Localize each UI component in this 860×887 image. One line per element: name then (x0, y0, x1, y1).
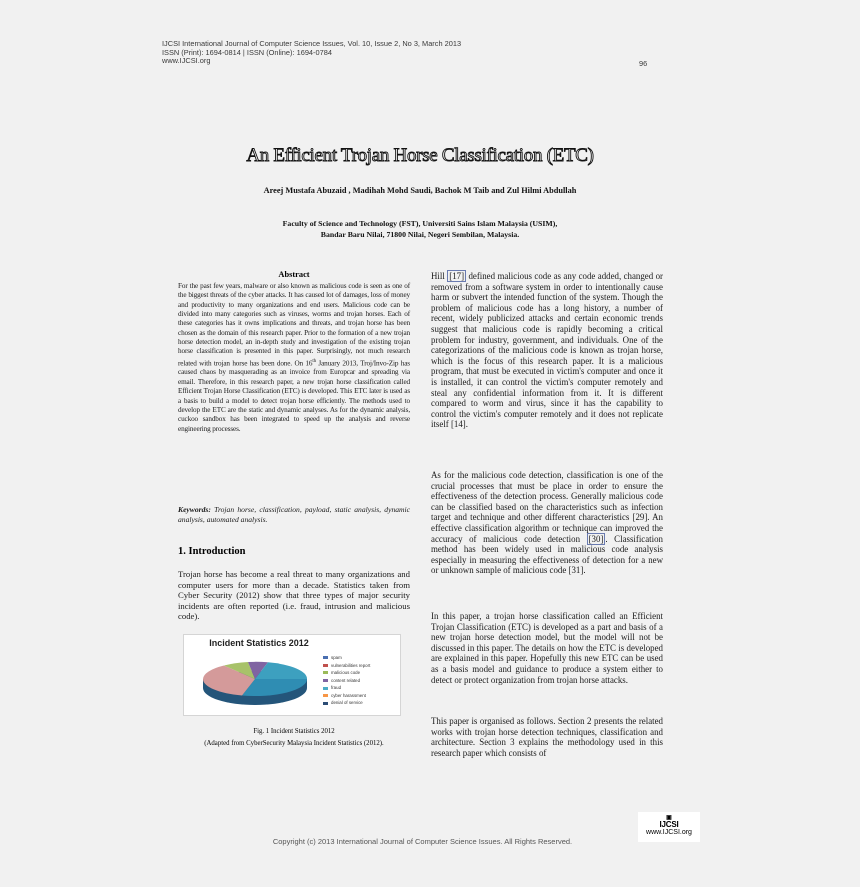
figure-title: Incident Statistics 2012 (209, 638, 309, 648)
legend-item: malicious code (323, 669, 370, 677)
legend-item: spam (323, 654, 370, 662)
logo-icon: ▣ (666, 815, 672, 821)
citation-link-30[interactable]: [30] (588, 533, 604, 544)
logo-name: IJCSI (659, 820, 679, 829)
keywords (178, 505, 410, 524)
abstract-text-2: January 2013, Troj/Invo-Zip has caused chaos by masquerading as an invoice from Europcar and spreading via email. Therefore, in this research paper, a new trojan horse classification called Efficient Trojan Horse Classification (ETC) is developed. This ETC later is used as a basis to build a model to detect trojan horse efficiently. The methods used to develop the ETC are the static and dynamic analyses. As for the dynamic analysis, cuckoo sandbox has been integrated to speed up the analysis and reverse engineering processes. (178, 359, 410, 433)
journal-header (162, 40, 461, 66)
incident-statistics-figure (183, 634, 401, 716)
section-heading-introduction: 1. Introduction (178, 546, 246, 557)
figure-source: (Adapted from CyberSecurity Malaysia Incident Statistics (2012). (204, 740, 384, 747)
keywords-text: Trojan horse, classification, payload, static analysis, dynamic analysis, automated analysis. (178, 505, 410, 524)
figure-legend (323, 654, 370, 707)
abstract-text-1: For the past few years, malware or also known as malicious code is seen as one of the biggest threats of the cyber attacks. It has caused lot of damages, loss of money and productivity to many organizations and end users. Malicious code can be divided into many categories such as viruses, worms and trojan horses. Each of these categories has it owns implications and threats, and trojan horse has been chosen as the domain of this research paper. Prior to the formation of a new trojan horse detection model, an in-depth study and investigation of the existing trojan horse classification is presented in this paper. Surprisingly, not much research related with trojan horse has been done. On 16 (178, 282, 410, 368)
author-affiliation (0, 219, 840, 240)
right-paragraph-2: As for the malicious code detection, classification is one of the crucial processes that must be place in order to ensure the effectiveness of the detection process. Generally malicious code can be classified based on the characteristics such as infection target and technique and other different characteristics [29]. An effective classification algorithm or technique can improved the accuracy of malicious code detection [30] . Classification method has been widely used in malicious code analysis especially in measuring the effectiveness of detection for a new or unknown sample of malicious code [31]. (431, 470, 663, 576)
affiliation-line2: Bandar Baru Nilai, 71800 Nilai, Negeri Sembilan, Malaysia. (320, 229, 520, 239)
citation-link-17[interactable]: [17] (449, 271, 465, 281)
introduction-paragraph: Trojan horse has become a real threat to many organizations and computer users for more than a decade. Statistics taken from Cyber Security (2012) show that three types of major security incidents are often reported (i.e. fraud, intrusion and malicious code). (178, 569, 410, 622)
abstract-body (178, 282, 410, 434)
right-paragraph-4: This paper is organised as follows. Section 2 presents the related works with trojan horse detection techniques, classification and architecture. Section 3 explains the methodology used in this research paper which consists of (431, 716, 663, 758)
journal-header-line1: IJCSI International Journal of Computer Science Issues, Vol. 10, Issue 2, No 3, March 2013 (162, 39, 462, 48)
copyright-footer: Copyright (c) 2013 International Journal of Computer Science Issues. All Rights Reserved. (272, 837, 573, 846)
keywords-label: Keywords: (178, 505, 211, 514)
logo-url: www.IJCSI.org (646, 829, 692, 836)
paper-authors: Areej Mustafa Abuzaid , Madihah Mohd Saudi, Bachok M Taib and Zul Hilmi Abdullah (263, 186, 577, 195)
legend-item: fraud (323, 684, 370, 692)
legend-item: vulnerabilities report (323, 662, 370, 670)
right-paragraph-1: Hill [17] defined malicious code as any code added, changed or removed from a software system in order to intentionally cause harm or subvert the intended function of the system. Though the problem of malicious code has a long history, a number of recent, widely publicized attacks and certain economic trends suggest that malicious code is rapidly becoming a critical problem for industry, government, and individuals. One of the categorizations of the malicious code is known as trojan horse, which is the focus of this research paper. It is a malicious program, that must be executed in victim's computer and once it is installed, it can control the victim's computer remotely and steal any confidential information from it. It is different compared to worm and virus, since it has the capability to control the victim's computer remotely and it does not replicate itself [14]. (431, 271, 663, 430)
page-number: 96 (639, 59, 648, 68)
journal-header-line3: www.IJCSI.org (162, 56, 211, 66)
abstract-superscript: th (312, 358, 317, 364)
legend-item: cyber harassment (323, 692, 370, 700)
right-paragraph-3: In this paper, a trojan horse classification called an Efficient Trojan Classification (ETC) is developed as a part and basis of a new trojan horse detection model, but the model will not be discussed in this paper. The details on how the ETC is developed are explained in this paper. Hopefully this new ETC can be used as a basis model and guidance to produce a system either to detect or protect organization from trojan horse attacks. (431, 611, 663, 685)
figure-caption: Fig. 1 Incident Statistics 2012 (253, 728, 335, 735)
journal-header-line2: ISSN (Print): 1694-0814 | ISSN (Online): 1694-0784 (162, 47, 332, 57)
abstract-heading: Abstract (278, 270, 310, 279)
legend-item: content related (323, 677, 370, 685)
legend-item: denial of service (323, 699, 370, 707)
affiliation-line1: Faculty of Science and Technology (FST), Universiti Sains Islam Malaysia (USIM), (282, 219, 558, 228)
paper-title: An Efficient Trojan Horse Classification (ETC) (246, 145, 594, 166)
